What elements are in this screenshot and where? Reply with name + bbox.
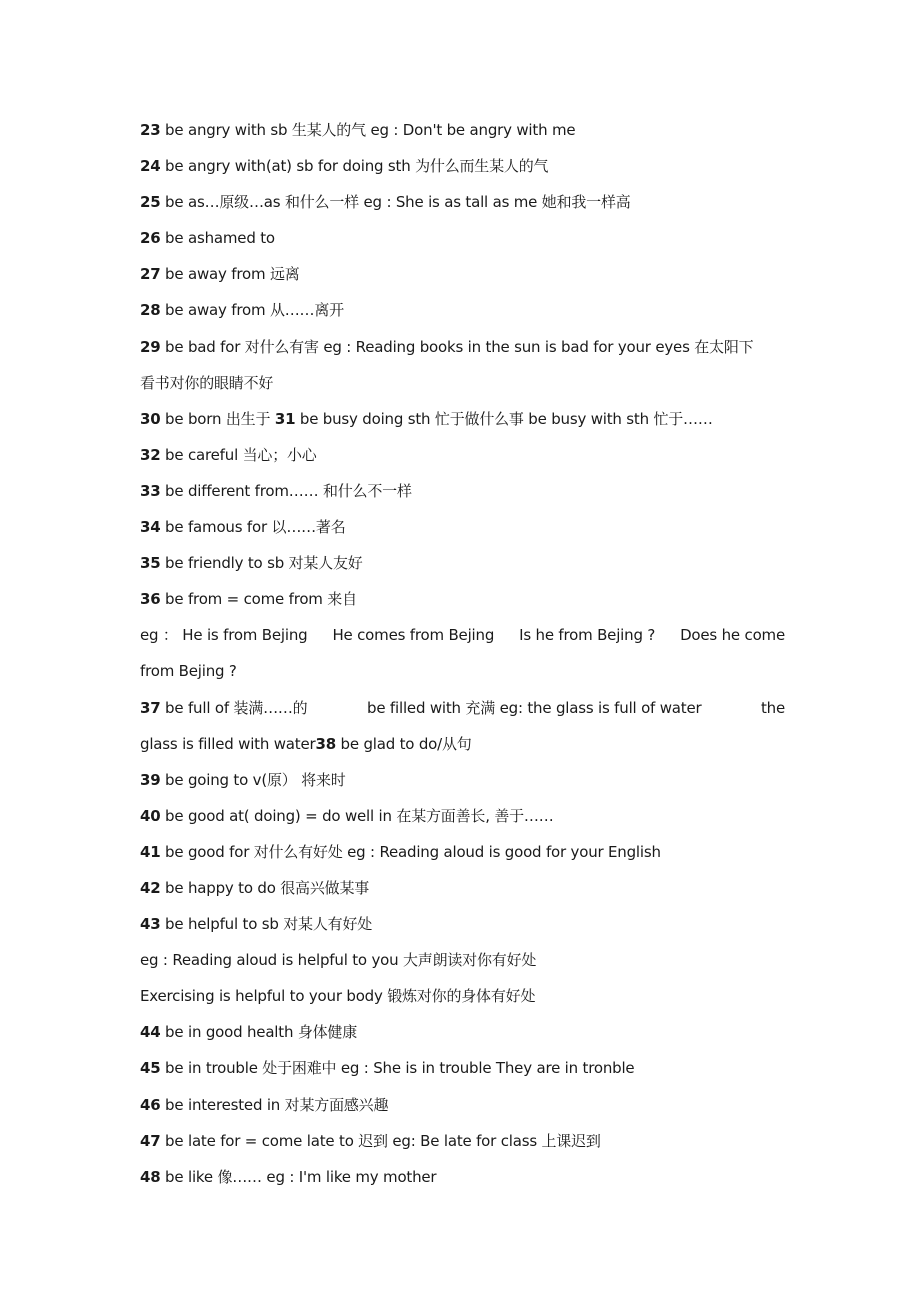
list-item bbox=[140, 292, 785, 328]
list-item bbox=[140, 545, 785, 581]
item-text: be away from 从……离开 bbox=[160, 301, 344, 320]
list-item bbox=[140, 401, 785, 437]
list-item bbox=[140, 762, 785, 798]
item-number: 23 bbox=[140, 121, 161, 139]
item-text: be good for 对什么有好处 eg : Reading aloud is good for your English bbox=[160, 842, 661, 861]
list-item bbox=[140, 329, 785, 365]
item-number: 29 bbox=[140, 337, 161, 356]
item-text: from Bejing ? bbox=[140, 662, 237, 681]
list-item bbox=[140, 184, 785, 220]
list-item bbox=[140, 1050, 785, 1086]
item-text: be angry with(at) sb for doing sth 为什么而生某人的气 bbox=[160, 157, 549, 176]
item-text: Exercising is helpful to your body 锻炼对你的身体有好处 bbox=[140, 987, 536, 1006]
example-line bbox=[140, 617, 785, 653]
item-number: 26 bbox=[140, 229, 161, 248]
item-number: 25 bbox=[140, 193, 161, 212]
item-number: 30 bbox=[140, 409, 161, 428]
example-line bbox=[140, 942, 785, 978]
list-item bbox=[140, 112, 785, 148]
example-segment: Does he come bbox=[680, 626, 785, 645]
item-text: be friendly to sb 对某人友好 bbox=[160, 554, 363, 573]
example-segment bbox=[140, 690, 308, 726]
list-item bbox=[140, 1087, 785, 1123]
example-segment: Is he from Bejing ? bbox=[519, 626, 656, 645]
item-number: 44 bbox=[140, 1023, 161, 1042]
item-number: 31 bbox=[274, 409, 296, 428]
list-item bbox=[140, 906, 785, 942]
item-text: be helpful to sb 对某人有好处 bbox=[160, 915, 373, 934]
item-text: glass is filled with water bbox=[140, 734, 316, 753]
list-item bbox=[140, 581, 785, 617]
item-text: eg : Reading aloud is helpful to you 大声朗读对你有好处 bbox=[140, 951, 537, 970]
item-number: 34 bbox=[140, 518, 161, 537]
example-segment: eg ： He is from Bejing bbox=[140, 626, 308, 645]
list-item bbox=[140, 437, 785, 473]
item-text: be different from…… 和什么不一样 bbox=[160, 481, 412, 500]
list-item bbox=[140, 834, 785, 870]
item-number: 45 bbox=[140, 1059, 161, 1078]
item-number: 40 bbox=[140, 806, 161, 825]
item-text: be glad to do/从句 bbox=[335, 734, 472, 753]
item-text: be famous for 以……著名 bbox=[160, 518, 346, 537]
item-number: 41 bbox=[140, 842, 161, 861]
item-text: be late for = come late to 迟到 eg: Be late for class 上课迟到 bbox=[160, 1131, 601, 1150]
item-text: 看书对你的眼睛不好 bbox=[140, 373, 274, 392]
example-line bbox=[140, 978, 785, 1014]
item-number: 43 bbox=[140, 915, 161, 934]
list-item bbox=[140, 1123, 785, 1159]
list-item bbox=[140, 256, 785, 292]
list-item bbox=[140, 1159, 785, 1195]
list-item bbox=[140, 220, 785, 256]
item-number: 28 bbox=[140, 301, 161, 320]
item-number: 32 bbox=[140, 445, 161, 464]
item-number: 33 bbox=[140, 481, 161, 500]
item-number: 48 bbox=[140, 1167, 161, 1186]
example-segment: be filled with 充满 eg: the glass is full of water bbox=[367, 698, 702, 717]
item-text: be as…原级…as 和什么一样 eg : She is as tall as me 她和我一样高 bbox=[160, 193, 631, 212]
item-text: be ashamed to bbox=[160, 229, 275, 248]
item-number: 47 bbox=[140, 1131, 161, 1150]
list-item-continuation bbox=[140, 365, 785, 401]
list-item bbox=[140, 690, 785, 726]
item-text: be like 像…… eg : I'm like my mother bbox=[160, 1167, 437, 1186]
item-number: 36 bbox=[140, 590, 161, 609]
item-text: be bad for 对什么有害 eg : Reading books in the sun is bad for your eyes 在太阳下 bbox=[160, 337, 754, 356]
item-text: be interested in 对某方面感兴趣 bbox=[160, 1095, 389, 1114]
item-text: be away from 远离 bbox=[160, 265, 300, 284]
item-number: 27 bbox=[140, 265, 161, 284]
item-text: be born 出生于 bbox=[160, 409, 275, 428]
list-item bbox=[140, 1014, 785, 1050]
example-segment: the bbox=[760, 698, 785, 717]
item-number: 37 bbox=[140, 698, 161, 717]
phrase-list bbox=[140, 112, 785, 1195]
list-item bbox=[140, 798, 785, 834]
item-number: 46 bbox=[140, 1095, 161, 1114]
item-text: be in good health 身体健康 bbox=[160, 1023, 358, 1042]
item-text: be going to v(原） 将来时 bbox=[160, 770, 346, 789]
list-item-continuation bbox=[140, 726, 785, 762]
item-number: 42 bbox=[140, 878, 161, 897]
item-number: 38 bbox=[315, 734, 336, 753]
example-segment: He comes from Bejing bbox=[332, 626, 495, 645]
item-text: be busy doing sth 忙于做什么事 be busy with sth 忙于…… bbox=[295, 409, 713, 428]
item-text: be happy to do 很高兴做某事 bbox=[160, 878, 370, 897]
item-text: be careful 当心；小心 bbox=[160, 445, 317, 464]
list-item bbox=[140, 870, 785, 906]
list-item bbox=[140, 509, 785, 545]
item-number: 39 bbox=[140, 770, 161, 789]
item-text: be full of 装满……的 bbox=[160, 698, 308, 717]
list-item-continuation bbox=[140, 653, 785, 689]
item-text: be in trouble 处于困难中 eg : She is in trouble They are in tronble bbox=[160, 1059, 635, 1078]
item-text: be from = come from 来自 bbox=[160, 590, 357, 609]
item-number: 24 bbox=[140, 157, 161, 176]
item-text: be angry with sb 生某人的气 eg : Don't be angry with me bbox=[160, 121, 576, 139]
item-number: 35 bbox=[140, 554, 161, 573]
item-text: be good at( doing) = do well in 在某方面善长, 善于…… bbox=[160, 806, 554, 825]
list-item bbox=[140, 148, 785, 184]
list-item bbox=[140, 473, 785, 509]
